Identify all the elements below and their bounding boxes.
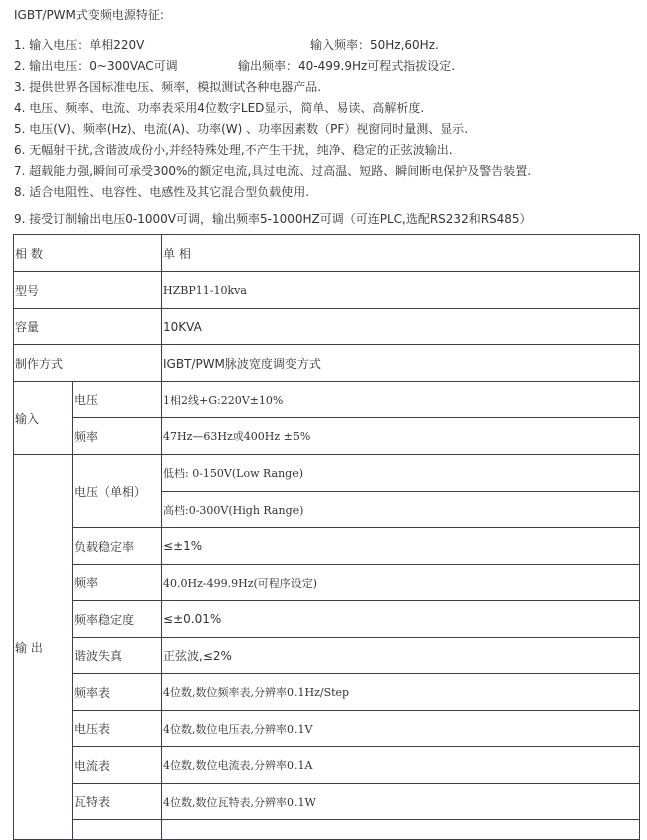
feature-item <box>14 36 439 53</box>
feature-item: 7. 超载能力强,瞬间可承受300%的额定电流,具过电流、过高温、短路、瞬间断电保护及警告装置. <box>14 164 532 178</box>
row-label: 型号 <box>14 272 162 309</box>
feature-item: 3. 提供世界各国标准电压、频率，模拟测试各种电器产品. <box>14 80 322 94</box>
table-row <box>14 272 640 309</box>
row-value: ≤±1% <box>162 528 640 565</box>
row-value: ≤±0.01% <box>162 601 640 638</box>
intro-title: IGBT/PWM式变频电源特征: <box>14 8 164 22</box>
table-row <box>14 418 640 455</box>
row-label: 频率 <box>73 565 162 601</box>
table-row <box>14 747 640 784</box>
table-row <box>14 711 640 747</box>
table-row <box>14 820 640 840</box>
table-row <box>14 638 640 674</box>
row-value: 低档: 0-150V(Low Range) <box>162 455 640 492</box>
feature-item: 6. 无幅射干扰,含谐波成份小,并经特殊处理,不产生干扰，纯净、稳定的正弦波输出. <box>14 143 453 157</box>
table-row <box>14 309 640 345</box>
row-label: 电压（单相） <box>73 455 162 528</box>
feature-item: 5. 电压(V)、频率(Hz)、电流(A)、功率(W) 、功率因素数（PF）视窗同时量测、显示. <box>14 122 469 136</box>
table-row <box>14 674 640 711</box>
row-label: 负载稳定率 <box>73 528 162 565</box>
feature-text: 1. 输入电压：单相220V <box>14 38 145 52</box>
row-label <box>73 820 162 840</box>
feature-extra: 输出频率：40-499.9Hz可程式指拔设定. <box>238 59 456 73</box>
table-row <box>14 528 640 565</box>
table-row <box>14 235 640 272</box>
spec-table <box>13 234 640 840</box>
row-label: 电压 <box>73 382 162 418</box>
row-label: 相 数 <box>14 235 162 272</box>
table-row <box>14 601 640 638</box>
row-label: 谐波失真 <box>73 638 162 674</box>
feature-extra: 输入频率：50Hz,60Hz. <box>310 38 439 52</box>
table-row <box>14 382 640 418</box>
output-group-label: 输 出 <box>14 455 73 840</box>
row-label: 制作方式 <box>14 345 162 382</box>
table-row <box>14 784 640 820</box>
row-value: 47Hz—63Hz或400Hz ±5% <box>162 418 640 455</box>
row-label: 容量 <box>14 309 162 345</box>
row-value: 1相2线+G:220V±10% <box>162 382 640 418</box>
row-value: 4位数,数位瓦特表,分辨率0.1W <box>162 784 640 820</box>
row-value: 40.0Hz-499.9Hz(可程序设定) <box>162 565 640 601</box>
row-value <box>162 820 640 840</box>
feature-item <box>14 57 456 74</box>
table-row <box>14 345 640 382</box>
row-value: 正弦波,≤2% <box>162 638 640 674</box>
row-value: 单 相 <box>162 235 640 272</box>
row-label: 电流表 <box>73 747 162 784</box>
row-label: 频率稳定度 <box>73 601 162 638</box>
row-label: 电压表 <box>73 711 162 747</box>
table-row <box>14 565 640 601</box>
feature-item: 8. 适合电阻性、电容性、电感性及其它混合型负载使用. <box>14 185 310 199</box>
row-label: 瓦特表 <box>73 784 162 820</box>
row-value: HZBP11-10kva <box>162 272 640 309</box>
input-group-label: 输入 <box>14 382 73 455</box>
row-value: 4位数,数位电流表,分辨率0.1A <box>162 747 640 784</box>
feature-item: 4. 电压、频率、电流、功率表采用4位数字LED显示，简单、易读、高解析度. <box>14 101 425 115</box>
table-row <box>14 455 640 492</box>
row-value: 高档:0-300V(High Range) <box>162 492 640 528</box>
row-value: 4位数,数位频率表,分辨率0.1Hz/Step <box>162 674 640 711</box>
row-label: 频率 <box>73 418 162 455</box>
feature-item: 9. 接受订制输出电压0-1000V可调，输出频率5-1000HZ可调（可连PLC,选配RS232和RS485） <box>14 212 532 226</box>
row-label: 频率表 <box>73 674 162 711</box>
row-value: IGBT/PWM脉波宽度调变方式 <box>162 345 640 382</box>
row-value: 4位数,数位电压表,分辨率0.1V <box>162 711 640 747</box>
feature-text: 2. 输出电压：0~300VAC可调 <box>14 59 178 73</box>
row-value: 10KVA <box>162 309 640 345</box>
